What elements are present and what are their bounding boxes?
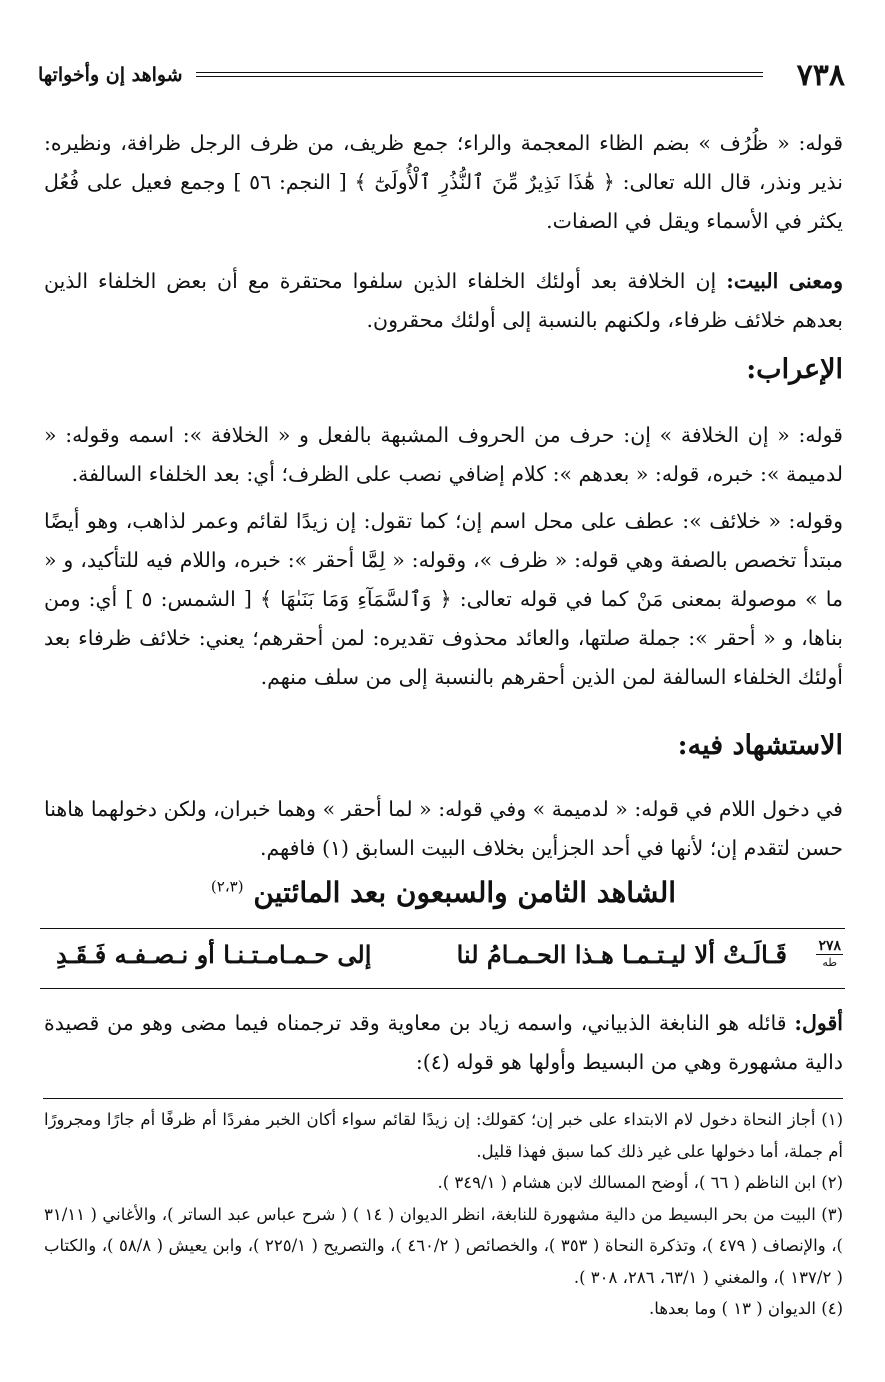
verse-bottom-rule [40, 988, 845, 989]
shahid-title [44, 876, 843, 909]
verse-number-value: ٢٧٨ [818, 938, 841, 954]
verse-top-rule [40, 928, 845, 929]
verse-line [44, 938, 843, 982]
shahid-title-text: الشاهد الثامن والسبعون بعد المائتين [253, 876, 677, 909]
istishhad-text: في دخول اللام في قوله: « لدميمة » وفي قوله: « لما أحقر » وهما خبران، ولكن دخولهما هاهنا حسن لتقدم إن؛ لأنها في أحد الجزأين بخلاف البيت السابق (١) فافهم. [44, 797, 843, 860]
header-double-rule [196, 72, 763, 77]
verse-hemistich-second: إلى حـمـامـتـنـا أو نـصـفـه فَـقَـدِ [56, 940, 372, 969]
footnote-3: (٣) البيت من بحر البسيط من دالية مشهورة للنابغة، انظر الديوان ( ١٤ ) ( شرح عباس عبد الساتر )، والأغاني ( ٣١/١١ )، والإنصاف ( ٤٧٩ )، وتذكرة النحاة ( ٣٥٣ )، والخصائص ( ٤٦٠/٢ )، والتصريح ( ٢٢٥/١ )، وابن يعيش ( ٥٨/٨ )، والكتاب ( ١٣٧/٢ )، والمغني ( ٦٣/١، ٢٨٦، ٣٠٨ ). [44, 1204, 843, 1287]
aqul-body: قائله هو النابغة الذبياني، واسمه زياد بن معاوية وقد ترجمناه فيما مضى وهو من قصيدة دالية مشهورة وهي من البسيط وأولها هو قوله (٤): [44, 1011, 843, 1074]
paragraph-zuruf [44, 124, 843, 241]
verse-number-sub: طه [822, 956, 838, 969]
paragraph-meaning [44, 262, 843, 340]
footnote-4: (٤) الديوان ( ١٣ ) وما بعدها. [649, 1299, 843, 1318]
aqul-label: أقول: [794, 1011, 843, 1035]
verse-number [816, 938, 843, 971]
irab-paragraph-1: قوله: « إن الخلافة » إن: حرف من الحروف المشبهة بالفعل و « الخلافة »: اسمه وقوله: « لدميمة »: خبره، قوله: « بعدهم »: كلام إضافي نصب على الظرف؛ أي: بعد الخلفاء السالفة. [44, 423, 843, 486]
heading-irab: الإعراب: [746, 354, 843, 385]
running-header [38, 58, 845, 92]
footnote-2: (٢) ابن الناظم ( ٦٦ )، أوضح المسالك لابن هشام ( ٣٤٩/١ ). [437, 1173, 843, 1192]
footnote-1: (١) أجاز النحاة دخول لام الابتداء على خبر إن؛ كقولك: إن زيدًا لقائم سواء أكان الخبر مفردًا أم ظرفًا أم جارًا ومجرورًا أم جملة، أما دخولها على غير ذلك كما سبق فهذا قليل. [44, 1110, 843, 1161]
paragraph-zuruf-text: قوله: « ظُرُف » بضم الظاء المعجمة والراء؛ جمع ظريف، من ظرف الرجل ظرافة، ونظيره: نذير ونذر، قال الله تعالى: ﴿ هَٰذَا نَذِيرٌ مِّنَ ٱلنُّذُرِ ٱلْأُولَىٰٓ ﴾ [ النجم: ٥٦ ] وجمع فعيل على فُعُل يكثر في الأسماء ويقل في الصفات. [44, 131, 844, 233]
heading-istishhad: الاستشهاد فيه: [677, 730, 843, 761]
footnotes [44, 1104, 843, 1325]
aqul-paragraph [44, 1004, 843, 1082]
meaning-label: ومعنى البيت: [726, 269, 843, 293]
paragraph-meaning-text [44, 262, 843, 340]
irab-section [44, 416, 843, 697]
irab-paragraph-2: وقوله: « خلائف »: عطف على محل اسم إن؛ كما تقول: إن زيدًا لقائم وعمر لذاهب، وهو أيضًا مبتدأ تخصص بالصفة وهي قوله: « ظرف »، وقوله: « لِمَّا أحقر »: خبره، واللام فيه للتأكيد، و « ما » موصولة بمعنى مَنْ كما في قوله تعالى: ﴿ وَٱلسَّمَآءِ وَمَا بَنَىٰهَا ﴾ [ الشمس: ٥ ] أي: ومن بناها، و « أحقر »: جملة صلتها، والعائد محذوف تقديره: لمن أحقرهم؛ يعني: خلائف ظرفاء بعد أولئك الخلفاء السالفة لمن الذين أحقرهم بالنسبة إلى من سلف منهم. [44, 509, 843, 689]
meaning-text: إن الخلافة بعد أولئك الخلفاء الذين سلفوا محتقرة مع أن بعض الخلفاء الذين بعدهم خلائف ظرفاء، ولكنهم بالنسبة إلى أولئك محقرون. [44, 269, 843, 332]
verse-hemistich-first: قَـالَـتْ ألا ليـتـمـا هـذا الحـمـامُ لنا [456, 940, 787, 969]
aqul-text [44, 1004, 843, 1082]
page-number: ٧٣٨ [796, 58, 845, 93]
running-title: شواهد إن وأخواتها [38, 64, 183, 86]
shahid-title-footnote-ref: (٢،٣) [210, 877, 244, 896]
footnote-separator [43, 1098, 843, 1099]
istishhad-paragraph [44, 790, 843, 868]
